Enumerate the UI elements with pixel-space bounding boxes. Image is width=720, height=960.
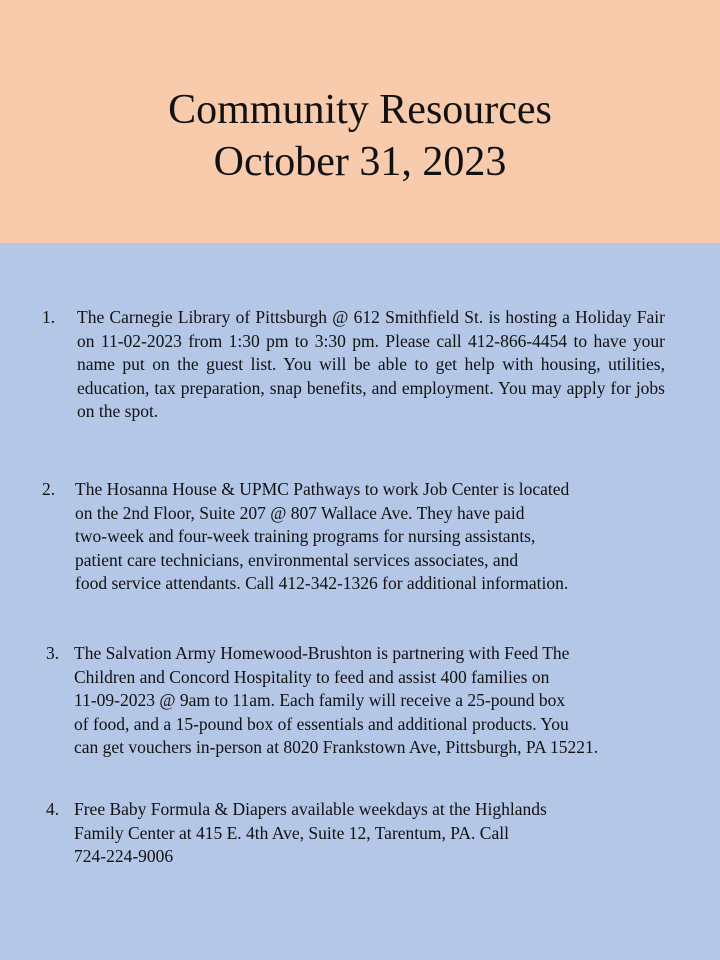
item-line: can get vouchers in-person at 8020 Frankstown Ave, Pittsburgh, PA 15221. — [74, 737, 599, 757]
item-line: two-week and four-week training programs for nursing assistants, — [75, 526, 536, 546]
title-line-2: October 31, 2023 — [213, 139, 507, 185]
item-number: 3. — [46, 643, 60, 663]
item-line: Children and Concord Hospitality to feed and assist 400 families on — [74, 666, 550, 687]
item-number: 2. — [42, 479, 56, 499]
item-text — [74, 798, 654, 869]
title-line-1: Community Resources — [168, 87, 552, 133]
item-number: 4. — [46, 799, 60, 819]
item-line: of food, and a 15-pound box of essentials and additional products. You — [74, 713, 569, 734]
item-line: 11-09-2023 @ 9am to 11am. Each family will receive a 25-pound box — [74, 690, 566, 710]
item-line: Free Baby Formula & Diapers available weekdays at the Highlands — [74, 799, 547, 819]
item-line: patient care technicians, environmental services associates, and — [75, 549, 519, 570]
item-line: on the 2nd Floor, Suite 207 @ 807 Wallace Ave. They have paid — [75, 502, 525, 523]
item-line: Family Center at 415 E. 4th Ave, Suite 12, Tarentum, PA. Call — [74, 822, 509, 843]
item-text: The Carnegie Library of Pittsburgh @ 612 Smithfield St. is hosting a Holiday Fair on 11-02-2023 from 1:30 pm to 3:30 pm. Please call 412-866-4454 to have your name put on the guest list. You will be able to get help with housing, utilities, education, tax preparation, snap benefits, and employment. You may apply for jobs on the spot. — [77, 307, 665, 421]
item-number: 1. — [42, 307, 56, 327]
page-title — [0, 84, 720, 188]
item-text — [74, 642, 706, 760]
item-line: food service attendants. Call 412-342-1326 for additional information. — [75, 573, 569, 593]
item-text — [75, 478, 685, 596]
item-line: The Hosanna House & UPMC Pathways to work Job Center is located — [75, 479, 570, 499]
item-line: 724-224-9006 — [74, 846, 174, 866]
item-line: The Salvation Army Homewood-Brushton is partnering with Feed The — [74, 643, 570, 663]
